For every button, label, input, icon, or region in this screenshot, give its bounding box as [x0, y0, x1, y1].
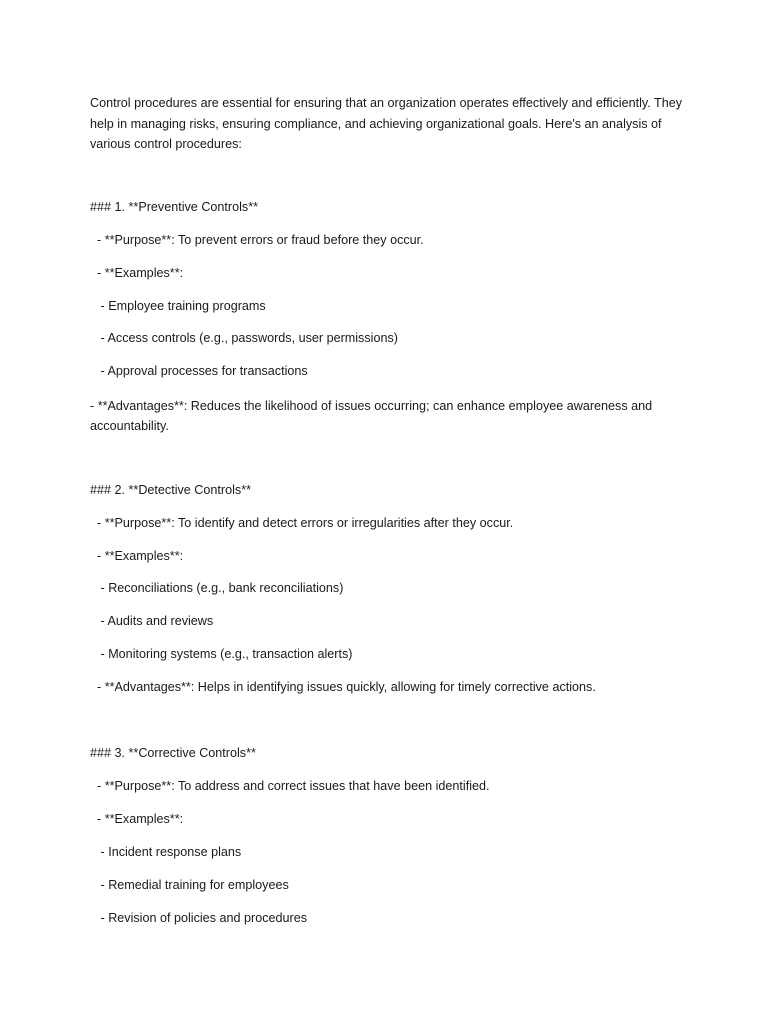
examples-label: - **Examples**:	[90, 266, 184, 280]
example-item: - Employee training programs	[90, 299, 266, 313]
example-item: - Monitoring systems (e.g., transaction alerts)	[90, 647, 353, 661]
example-item: - Incident response plans	[90, 845, 242, 859]
section-heading: ### 1. **Preventive Controls**	[90, 200, 259, 214]
example-item: - Audits and reviews	[90, 614, 214, 628]
example-item: - Revision of policies and procedures	[90, 911, 308, 925]
example-item: - Approval processes for transactions	[90, 364, 308, 378]
intro-paragraph: Control procedures are essential for ensuring that an organization operates effectively and efficiently. They help in managing risks, ensuring compliance, and achieving organizational goals. Here's an analysis of various control procedures:	[90, 96, 683, 151]
example-item: - Reconciliations (e.g., bank reconciliations)	[90, 581, 344, 595]
purpose-item: - **Purpose**: To address and correct issues that have been identified.	[90, 779, 490, 793]
example-item: - Access controls (e.g., passwords, user permissions)	[90, 331, 398, 345]
examples-label: - **Examples**:	[90, 549, 184, 563]
advantages-item: - **Advantages**: Helps in identifying issues quickly, allowing for timely corrective actions.	[90, 680, 596, 694]
purpose-item: - **Purpose**: To identify and detect errors or irregularities after they occur.	[90, 516, 514, 530]
purpose-item: - **Purpose**: To prevent errors or fraud before they occur.	[90, 233, 424, 247]
examples-label: - **Examples**:	[90, 812, 184, 826]
example-item: - Remedial training for employees	[90, 878, 289, 892]
section-heading: ### 3. **Corrective Controls**	[90, 746, 256, 760]
section-heading: ### 2. **Detective Controls**	[90, 483, 252, 497]
advantages-item: - **Advantages**: Reduces the likelihood of issues occurring; can enhance employee awareness and accountability.	[90, 399, 653, 433]
